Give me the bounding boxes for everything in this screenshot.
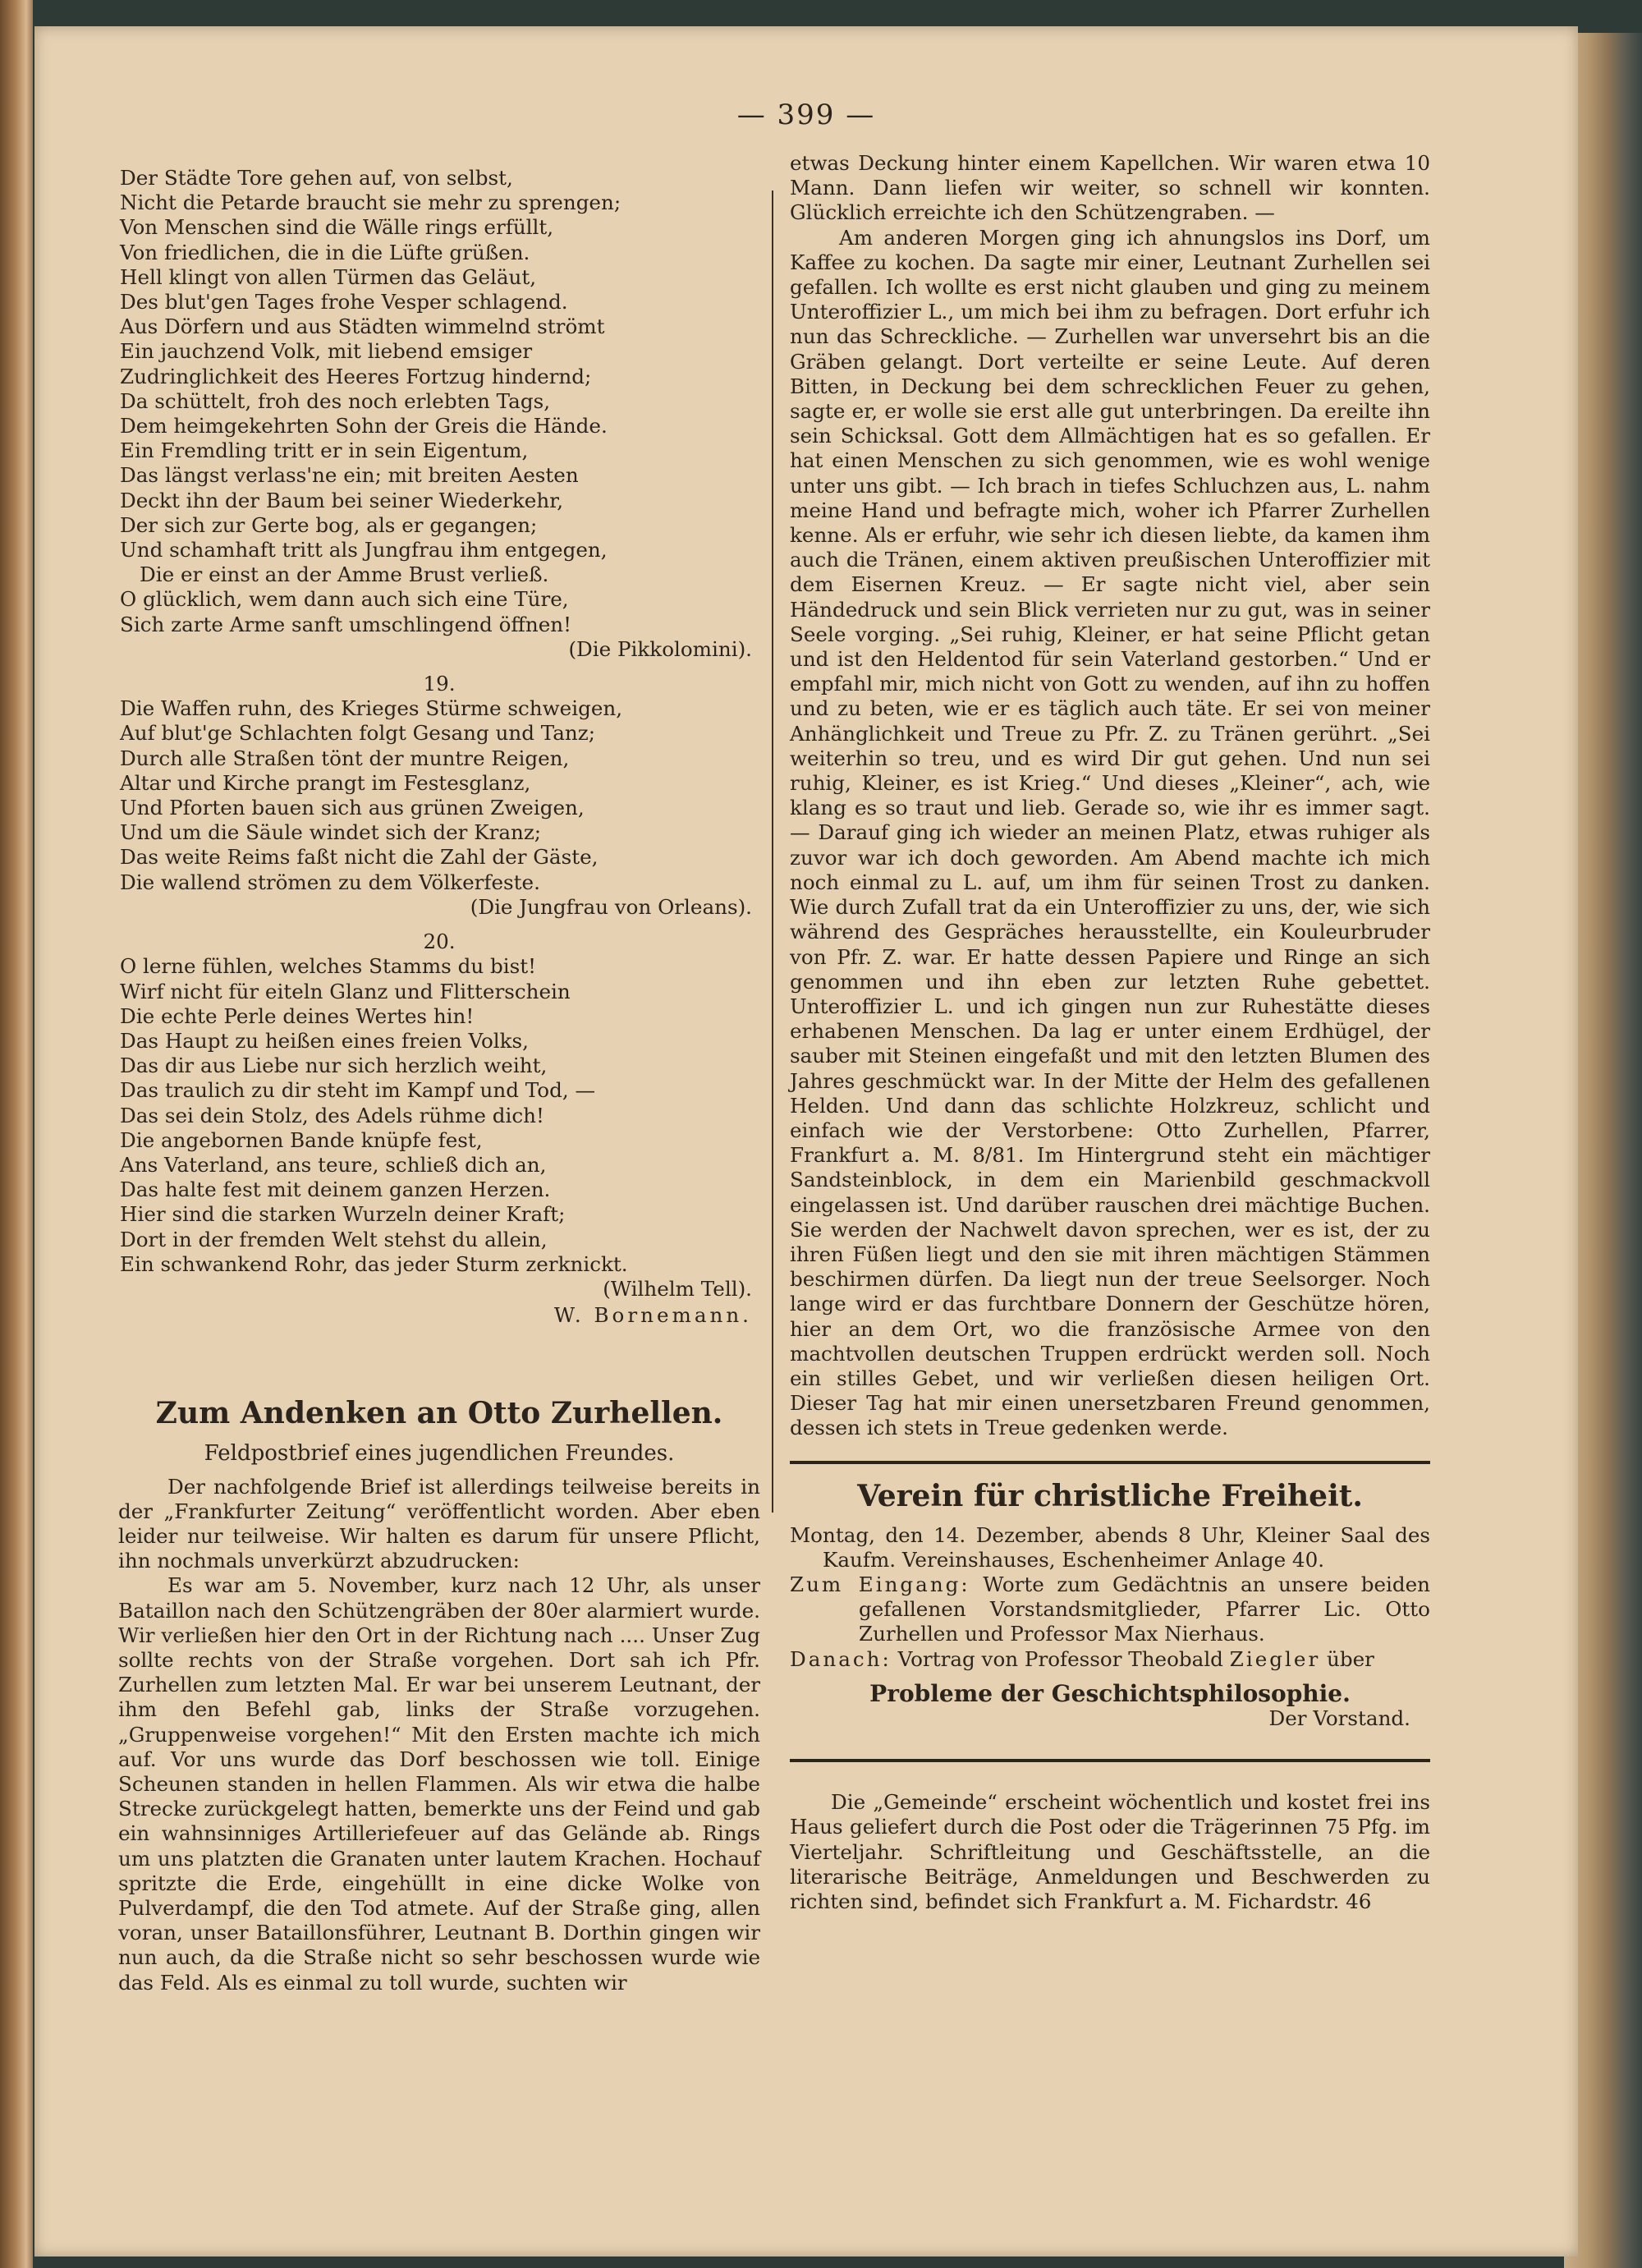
poem-line: Der Städte Tore gehen auf, von selbst, [120,166,513,190]
poem-line: Von friedlichen, die in die Lüfte grüßen. [120,240,530,264]
notice-eingang-label: Zum Eingang: [790,1572,970,1596]
poem-line: Ein schwankend Rohr, das jeder Sturm zerknickt. [120,1251,628,1276]
notice-danach [790,1647,1430,1672]
poem-number-20: 20. [423,930,456,954]
poem-line: Deckt ihn der Baum bei seiner Wiederkehr, [120,488,564,512]
notice-signature: Der Vorstand. [1268,1706,1410,1730]
poem-line: Und Pforten bauen sich aus grünen Zweigen, [120,796,585,820]
column-divider [772,191,773,1513]
poem-line: Die er einst an der Amme Brust verließ. [140,562,549,587]
poem-line: O glücklich, wem dann auch sich eine Türe, [120,587,569,612]
article-letter-part-1: Es war am 5. November, kurz nach 12 Uhr, als unser Bataillon nach den Schützengräben der 80er alarmiert wurde. Wir verließen hier den Ort in der Richtung nach .... Unser Zug sollte rechts von der Straße vorgehen. Dort sah ich Pfr. Zurhellen zum letzten Mal. Er war bei unserem Leutnant, der ihm den Befehl gab, links der Straße vorzugehen. „Gruppenweise vorgehen!“ Mit den Ersten machte ich mich auf. Vor uns wurde das Dorf beschossen wie toll. Einige Scheunen standen in hellen Flammen. Als wir etwa die halbe Strecke zurückgelegt hatten, bemerkte uns der Feind und gab ein wahnsinniges Artilleriefeuer auf das Gelände ab. Rings um uns platzten die Granaten unter lautem Krachen. Hochauf spritzte die Erde, eingehüllt in eine dicke Wolke von Pulverdampf, die den Tod atmete. Auf der Straße ging, allen voran, unser Bataillonsführer, Leutnant B. Dorthin gingen wir nun auch, da die Straße nicht so sehr beschossen wurde wie das Feld. Als es einmal zu toll wurde, suchten wir [118,1573,760,1995]
poem-line: Ein Fremdling tritt er in sein Eigentum, [120,438,529,463]
notice-eingang-text: Worte zum Gedächtnis an unsere beiden gefallenen Vorstandsmitglieder, Pfarrer Lic. Otto Zurhellen und Professor Max Nierhaus. [859,1572,1431,1646]
notice-eingang [790,1572,1430,1647]
poem-line: Das sei dein Stolz, des Adels rühme dich! [120,1103,544,1127]
event-notice [790,1477,1430,1732]
article-body-left [118,1475,760,1995]
poem-line: Hier sind die starken Wurzeln deiner Kraft; [120,1202,566,1227]
poem-line: Das dir aus Liebe nur sich herzlich weiht, [120,1054,548,1078]
section-rule [790,1759,1430,1762]
section-rule [790,1461,1430,1464]
poem-line: Aus Dörfern und aus Städten wimmelnd strömt [120,314,605,339]
poem-line: Die angebornen Bande knüpfe fest, [120,1127,483,1152]
poem-line: Dem heimgekehrten Sohn der Greis die Hände. [120,414,608,438]
poem-20 [118,954,760,1328]
poem-line: Des blut'gen Tages frohe Vesper schlagend. [120,290,568,314]
poem-line: Nicht die Petarde braucht sie mehr zu sprengen; [120,191,621,215]
poem-line: Ein jauchzend Volk, mit liebend emsiger [120,339,533,364]
notice-danach-label: Danach: [790,1646,892,1671]
notice-date-location: Montag, den 14. Dezember, abends 8 Uhr, Kleiner Saal des Kaufm. Vereinshauses, Eschenheimer Anlage 40. [790,1522,1430,1572]
poem-line: Da schüttelt, froh des noch erlebten Tags, [120,388,551,413]
notice-speaker-name: Ziegler [1229,1646,1321,1671]
poem-line: Altar und Kirche prangt im Festesglanz, [120,770,531,795]
poem-line: Und um die Säule windet sich der Kranz; [120,820,542,845]
article-intro: Der nachfolgende Brief ist allerdings teilweise bereits in der „Frankfurter Zeitung“ veröffentlicht worden. Aber eben leider nur teilweise. Wir halten es darum für unsere Pflicht, ihn nochmals unverkürzt abzudrucken: [118,1474,760,1573]
poem-19 [118,696,760,920]
article-title: Zum Andenken an Otto Zurhellen. [155,1396,723,1431]
poem-line: Durch alle Straßen tönt der muntre Reigen, [120,746,570,770]
poem-top [118,166,760,662]
poem-line: Sich zarte Arme sanft umschlingend öffnen! [120,612,571,636]
left-column [118,166,760,1995]
article-subtitle: Feldpostbrief eines jugendlichen Freundes. [204,1441,675,1467]
poem-attribution: (Wilhelm Tell). [603,1276,752,1301]
page-number: — 399 — [736,99,876,131]
poem-line: Das halte fest mit deinem ganzen Herzen. [120,1178,551,1202]
poem-line: Das traulich zu dir steht im Kampf und Tod, — [120,1078,596,1103]
notice-danach-text-a: Vortrag von Professor Theobald [897,1646,1223,1671]
poem-line: Dort in der fremden Welt stehst du allein, [120,1227,548,1251]
poem-line: O lerne fühlen, welches Stamms du bist! [120,954,536,979]
poem-line: Die wallend strömen zu dem Völkerfeste. [120,870,540,894]
right-column [790,151,1430,1914]
publication-info [790,1790,1430,1914]
poem-line: Der sich zur Gerte bog, als er gegangen; [120,512,538,537]
lecture-title: Probleme der Geschichtsphilosophie. [869,1679,1351,1707]
poem-line: Und schamhaft tritt als Jungfrau ihm entgegen, [120,538,608,562]
poem-attribution: (Die Jungfrau von Orleans). [470,894,752,919]
article-body-right [790,151,1430,1441]
poem-line: Hell klingt von allen Türmen das Geläut, [120,264,537,289]
poem-line: Das längst verlass'ne ein; mit breiten Aesten [120,463,579,488]
poem-line: Auf blut'ge Schlachten folgt Gesang und Tanz; [120,721,596,746]
poem-line: Wirf nicht für eiteln Glanz und Flitterschein [120,979,571,1003]
poem-line: Das Haupt zu heißen eines freien Volks, [120,1028,529,1053]
newspaper-page [34,26,1578,2257]
notice-danach-text-b: über [1327,1646,1374,1671]
author-signature: W. Bornemann. [553,1303,752,1328]
poem-attribution: (Die Pikkolomini). [568,636,752,661]
poem-line: Die echte Perle deines Wertes hin! [120,1003,475,1028]
poem-line: Von Menschen sind die Wälle rings erfüllt, [120,215,554,240]
poem-line: Die Waffen ruhn, des Krieges Stürme schweigen, [120,696,623,721]
article-letter-continuation: etwas Deckung hinter einem Kapellchen. Wir waren etwa 10 Mann. Dann liefen wir weiter, so schnell wir konnten. Glücklich erreichte ich den Schützengraben. — [790,151,1430,225]
poem-number-19: 19. [423,672,456,696]
article-letter-part-2: Am anderen Morgen ging ich ahnungslos ins Dorf, um Kaffee zu kochen. Da sagte mir einer, Leutnant Zurhellen sei gefallen. Ich wollte es erst nicht glauben und ging zu meinem Unteroffizier L., um mich bei ihm zu befragen. Dort erfuhr ich nun das Schreckliche. — Zurhellen war unversehrt bis an die Gräben gelangt. Dort verteilte er seine Leute. Auf deren Bitten, in Deckung bei dem schrecklichen Feuer zu gehen, sagte er, er wolle sie erst alle gut unterbringen. Da ereilte ihn sein Schicksal. Gott dem Allmächtigen hat es so gefallen. Er hat einen Menschen zu sich genommen, wie es wohl wenige unter uns gibt. — Ich brach in tiefes Schluchzen aus, L. nahm meine Hand und befragte mich, woher ich Pfarrer Zurhellen kenne. Als er erfuhr, wie sehr ich diesen liebte, da kamen ihm auch die Tränen, einem aktiven preußischen Unteroffizier mit dem Eisernen Kreuz. — Er sagte nicht viel, aber sein Händedruck und sein Blick verrieten nur zu gut, was in seiner Seele vorging. „Sei ruhig, Kleiner, er hat seine Pflicht getan und ist den Heldentod für sein Vaterland gestorben.“ Und er empfahl mir, mich nicht von Gott zu wenden, auf ihn zu hoffen und zu beten, wie er es täglich auch täte. Er sei von meiner Anhänglichkeit und Treue zu Pfr. Z. zu Tränen gerührt. „Sei weiterhin so treu, und es wird Dir gut gehen. Und nun sei ruhig, Kleiner, es ist Krieg.“ Und dieses „Kleiner“, ach, wie klang es so traut und lieb. Gerade so, wie ihr es immer sagt. — Darauf ging ich wieder an meinen Platz, etwas ruhiger als zuvor war ich doch geworden. Am Abend machte ich mich noch einmal zu L. auf, um ihm für seinen Trost zu danken. Wie durch Zufall trat da ein Unteroffizier zu uns, der, wie sich während des Gespräches herausstellte, ein Kouleurbruder von Pfr. Z. war. Er hatte dessen Papiere und Ringe an sich genommen und ihn eben zur letzten Ruhe gebettet. Unteroffizier L. und ich gingen nun zur Ruhestätte dieses erhabenen Menschen. Da lag er unter einem Erdhügel, der sauber mit Steinen eingefaßt und mit den letzten Blumen des Jahres geschmückt war. In der Mitte der Helm des gefallenen Helden. Und dann das schlichte Holzkreuz, schlicht und einfach wie der Verstorbene: Otto Zurhellen, Pfarrer, Frankfurt a. M. 8/81. Im Hintergrund steht ein mächtiger Sandsteinblock, in dem ein Marienbild geschmackvoll eingelassen ist. Und darüber rauschen drei mächtige Buchen. Sie werden der Nachwelt davon sprechen, wer es ist, der zu ihren Füßen liegt und den sie mit ihren mächtigen Stämmen beschirmen dürfen. Da liegt nun der treue Seelsorger. Noch lange wird er das furchtbare Donnern der Geschütze hören, hier an dem Ort, wo die französische Armee von den machtvollen deutschen Truppen erdrückt werden soll. Noch ein stilles Gebet, und wir verließen diesen heiligen Ort. Dieser Tag hat mir einen unersetzbaren Freund genommen, dessen ich stets in Treue gedenken werde. [790,225,1430,1440]
publication-info-text: Die „Gemeinde“ erscheint wöchentlich und kostet frei ins Haus geliefert durch die Post oder die Trägerinnen 75 Pfg. im Vierteljahr. Schriftleitung und Geschäftsstelle, an die literarische Beiträge, Anmeldungen und Beschwerden zu richten sind, befindet sich Frankfurt a. M. Fichardstr. 46 [790,1790,1430,1913]
poem-line: Ans Vaterland, ans teure, schließ dich an, [120,1152,547,1177]
poem-line: Zudringlichkeit des Heeres Fortzug hindernd; [120,364,592,388]
book-spine-edge [0,0,33,2268]
poem-line: Das weite Reims faßt nicht die Zahl der Gäste, [120,845,599,870]
notice-title: Verein für christliche Freiheit. [857,1478,1363,1513]
